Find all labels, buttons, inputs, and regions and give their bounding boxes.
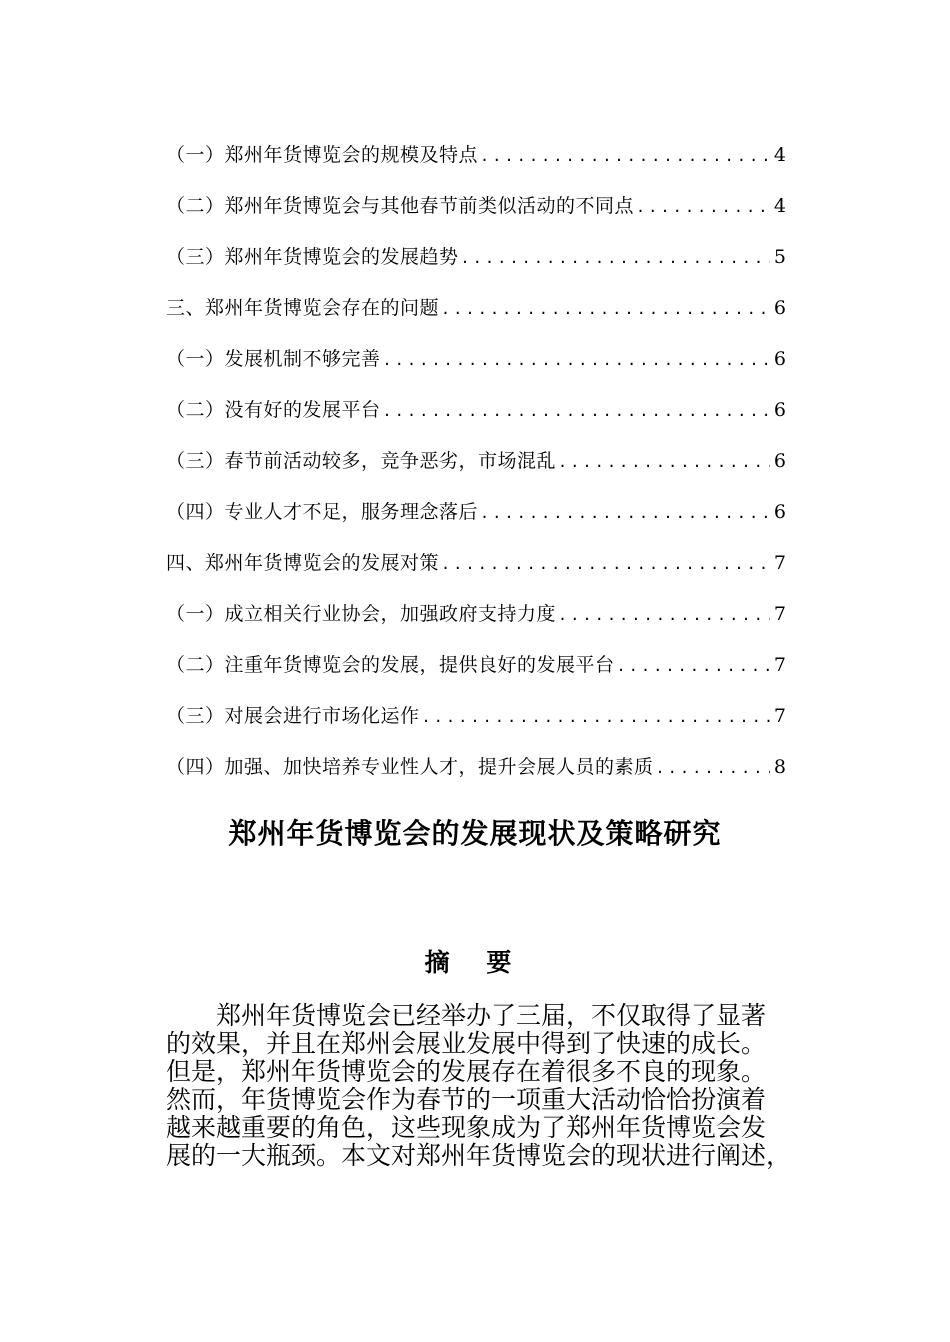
toc-entry-page: 6	[773, 450, 786, 472]
toc-entry-page: 5	[773, 246, 786, 268]
toc-entry-title: （一）郑州年货博览会的规模及特点	[166, 144, 479, 166]
toc-entry	[166, 549, 786, 600]
toc-entry-page: 6	[773, 399, 786, 421]
toc-leader-dots	[461, 244, 770, 272]
toc-entry	[166, 141, 786, 192]
toc-entry-page: 6	[773, 297, 786, 319]
toc-entry-title: （三）对展会进行市场化运作	[166, 705, 420, 727]
toc-leader-dots	[617, 652, 770, 680]
toc-entry-title: （二）没有好的发展平台	[166, 399, 381, 421]
toc-entry	[166, 243, 786, 294]
toc-entry	[166, 294, 786, 345]
toc-entry	[166, 702, 786, 753]
toc-entry-page: 7	[773, 603, 786, 625]
toc-entry-title: （三）春节前活动较多，竞争恶劣，市场混乱	[166, 450, 557, 472]
toc-leader-dots	[441, 550, 770, 578]
toc-entry-title: （一）成立相关行业协会，加强政府支持力度	[166, 603, 557, 625]
toc-entry-page: 7	[773, 552, 786, 574]
toc-entry-page: 8	[773, 756, 786, 778]
toc-entry-title: （二）郑州年货博览会与其他春节前类似活动的不同点	[166, 195, 635, 217]
abstract-body	[166, 1002, 796, 1170]
toc-entry-title: （四）专业人才不足，服务理念落后	[166, 501, 479, 523]
toc-entry	[166, 447, 786, 498]
toc-entry-title: （一）发展机制不够完善	[166, 348, 381, 370]
toc-entry	[166, 651, 786, 702]
toc-leader-dots	[656, 754, 770, 782]
toc-leader-dots	[383, 397, 770, 425]
toc-leader-dots	[383, 346, 770, 374]
toc-entry-page: 6	[773, 348, 786, 370]
toc-entry	[166, 600, 786, 651]
table-of-contents	[166, 141, 786, 804]
toc-entry	[166, 396, 786, 447]
abstract-line: 郑州年货博览会已经举办了三届，不仅取得了显著	[216, 1001, 767, 1030]
toc-entry-page: 4	[773, 195, 786, 217]
toc-entry-title: （四）加强、加快培养专业性人才，提升会展人员的素质	[166, 756, 654, 778]
abstract-line: 但是，郑州年货博览会的发展存在着很多不良的现象。	[166, 1057, 767, 1086]
toc-entry-page: 4	[773, 144, 786, 166]
toc-entry-title: 四、郑州年货博览会的发展对策	[166, 552, 440, 574]
toc-leader-dots	[558, 601, 770, 629]
abstract-heading: 摘 要	[424, 948, 526, 977]
toc-entry	[166, 192, 786, 243]
abstract-line: 越来越重要的角色，这些现象成为了郑州年货博览会发	[166, 1113, 767, 1142]
toc-leader-dots	[636, 193, 770, 221]
abstract-line: 的效果，并且在郑州会展业发展中得到了快速的成长。	[166, 1029, 767, 1058]
toc-entry-title: 三、郑州年货博览会存在的问题	[166, 297, 440, 319]
toc-entry	[166, 498, 786, 549]
toc-entry-page: 6	[773, 501, 786, 523]
document-title: 郑州年货博览会的发展现状及策略研究	[228, 817, 722, 850]
toc-entry-page: 7	[773, 654, 786, 676]
toc-leader-dots	[480, 499, 770, 527]
toc-leader-dots	[558, 448, 770, 476]
abstract-line: 展的一大瓶颈。本文对郑州年货博览会的现状进行阐述，	[166, 1141, 792, 1170]
toc-entry	[166, 345, 786, 396]
toc-entry-page: 7	[773, 705, 786, 727]
toc-entry	[166, 753, 786, 804]
toc-entry-title: （二）注重年货博览会的发展，提供良好的发展平台	[166, 654, 615, 676]
toc-entry-title: （三）郑州年货博览会的发展趋势	[166, 246, 459, 268]
toc-leader-dots	[480, 142, 770, 170]
toc-leader-dots	[441, 295, 770, 323]
abstract-line: 然而，年货博览会作为春节的一项重大活动恰恰扮演着	[166, 1085, 767, 1114]
toc-leader-dots	[422, 703, 770, 731]
